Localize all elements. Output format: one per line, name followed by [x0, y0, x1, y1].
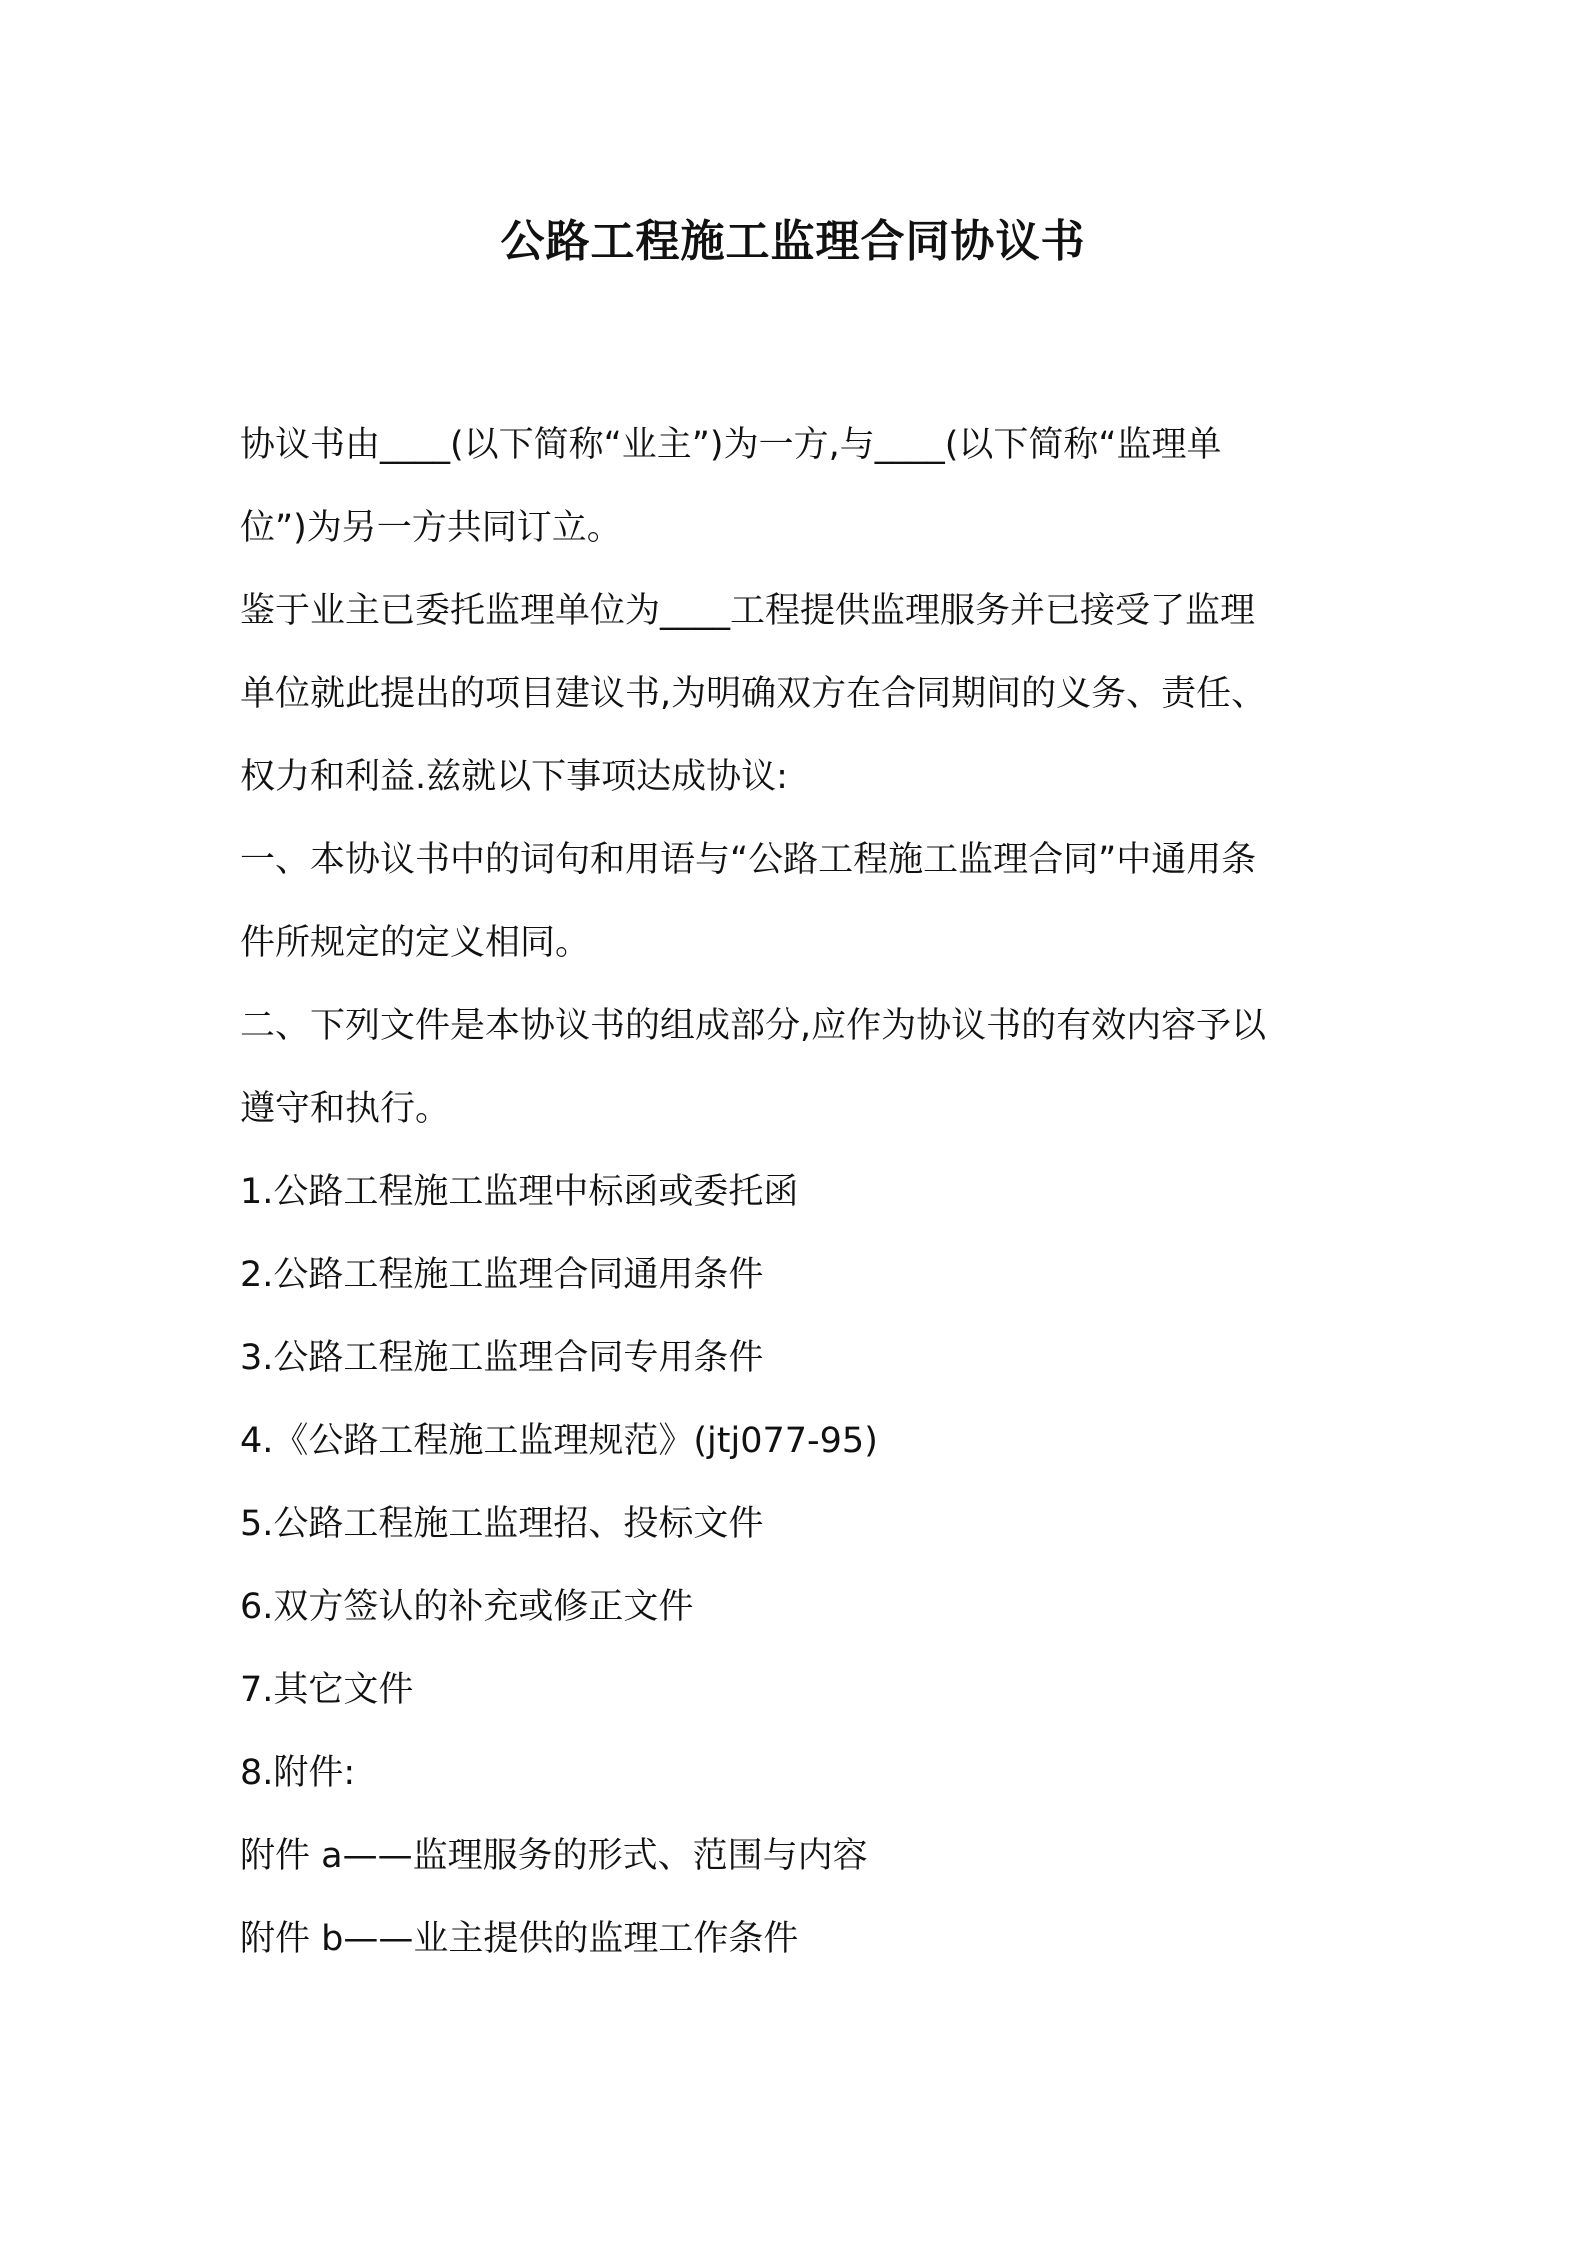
document-body: [240, 404, 1360, 1981]
clause-two-line: 遵守和执行。: [240, 1089, 451, 1129]
document-title: 公路工程施工监理合同协议书: [500, 216, 1086, 267]
document-list-item: 6.双方签认的补充或修正文件: [240, 1587, 694, 1627]
document-list-item: 2.公路工程施工监理合同通用条件: [240, 1255, 764, 1295]
document-list-item: 4.《公路工程施工监理规范》(jtj077-95): [240, 1421, 878, 1461]
document-list-item: 5.公路工程施工监理招、投标文件: [240, 1504, 764, 1544]
clause-one-line: 一、本协议书中的词句和用语与“公路工程施工监理合同”中通用条: [240, 840, 1257, 880]
recital-line: 权力和利益.兹就以下事项达成协议:: [240, 757, 788, 797]
clause-two-line: 二、下列文件是本协议书的组成部分,应作为协议书的有效内容予以: [240, 1006, 1267, 1046]
document-list-item: 8.附件:: [240, 1753, 356, 1793]
recital-line: 单位就此提出的项目建议书,为明确双方在合同期间的义务、责任、: [240, 674, 1267, 714]
annex-item: 附件 a——监理服务的形式、范围与内容: [240, 1836, 868, 1876]
document-list-item: 7.其它文件: [240, 1670, 414, 1710]
intro-line: 位”)为另一方共同订立。: [240, 508, 622, 548]
recital-line: 鉴于业主已委托监理单位为____工程提供监理服务并已接受了监理: [240, 591, 1256, 631]
annex-item: 附件 b——业主提供的监理工作条件: [240, 1919, 799, 1959]
document-list-item: 3.公路工程施工监理合同专用条件: [240, 1338, 764, 1378]
document-list-item: 1.公路工程施工监理中标函或委托函: [240, 1172, 799, 1212]
clause-one-line: 件所规定的定义相同。: [240, 923, 591, 963]
intro-line: 协议书由____(以下简称“业主”)为一方,与____(以下简称“监理单: [240, 425, 1222, 465]
